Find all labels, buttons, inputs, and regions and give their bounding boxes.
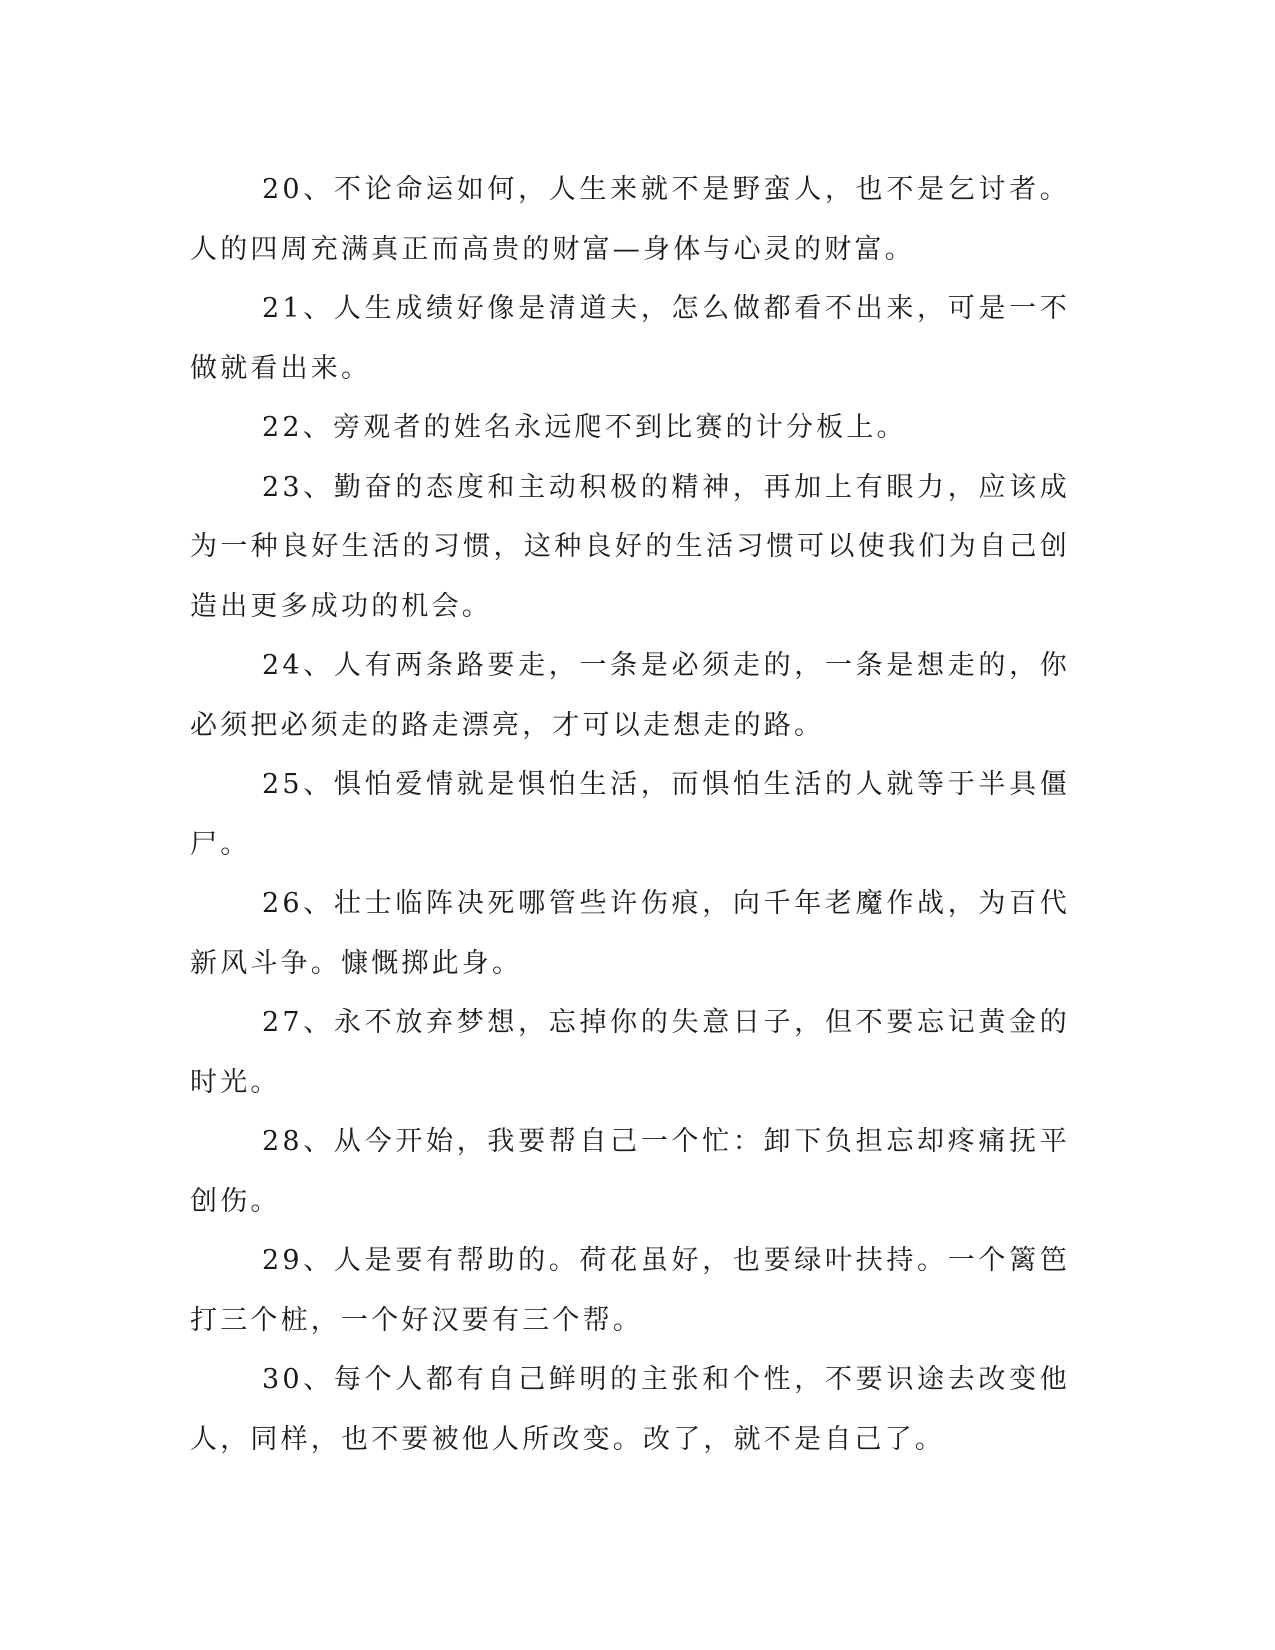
- paragraph-23: 23、勤奋的态度和主动积极的精神，再加上有眼力，应该成为一种良好生活的习惯，这种良好的生活习惯可以使我们为自己创造出更多成功的机会。: [190, 471, 1070, 622]
- paragraph-26: 26、壮士临阵决死哪管些许伤痕，向千年老魔作战，为百代新风斗争。慷慨掷此身。: [190, 888, 1070, 979]
- paragraph-21: 21、人生成绩好像是清道夫，怎么做都看不出来，可是一不做就看出来。: [190, 293, 1070, 384]
- paragraph-27: 27、永不放弃梦想，忘掉你的失意日子，但不要忘记黄金的时光。: [190, 1007, 1070, 1098]
- paragraph-25: 25、惧怕爱情就是惧怕生活，而惧怕生活的人就等于半具僵尸。: [190, 769, 1070, 860]
- paragraph-20: 20、不论命运如何，人生来就不是野蛮人，也不是乞讨者。人的四周充满真正而高贵的财富—身体与心灵的财富。: [190, 174, 1070, 265]
- paragraph-24: 24、人有两条路要走，一条是必须走的，一条是想走的，你必须把必须走的路走漂亮，才可以走想走的路。: [190, 650, 1070, 741]
- paragraph-22: 22、旁观者的姓名永远爬不到比赛的计分板上。: [262, 412, 907, 443]
- paragraph-28: 28、从今开始，我要帮自己一个忙：卸下负担忘却疼痛抚平创伤。: [190, 1126, 1070, 1217]
- paragraph-30: 30、每个人都有自己鲜明的主张和个性，不要识途去改变他人，同样，也不要被他人所改变。改了，就不是自己了。: [190, 1364, 1070, 1455]
- paragraph-29: 29、人是要有帮助的。荷花虽好，也要绿叶扶持。一个篱笆打三个桩，一个好汉要有三个帮。: [190, 1245, 1070, 1336]
- document-body: [190, 160, 1070, 1469]
